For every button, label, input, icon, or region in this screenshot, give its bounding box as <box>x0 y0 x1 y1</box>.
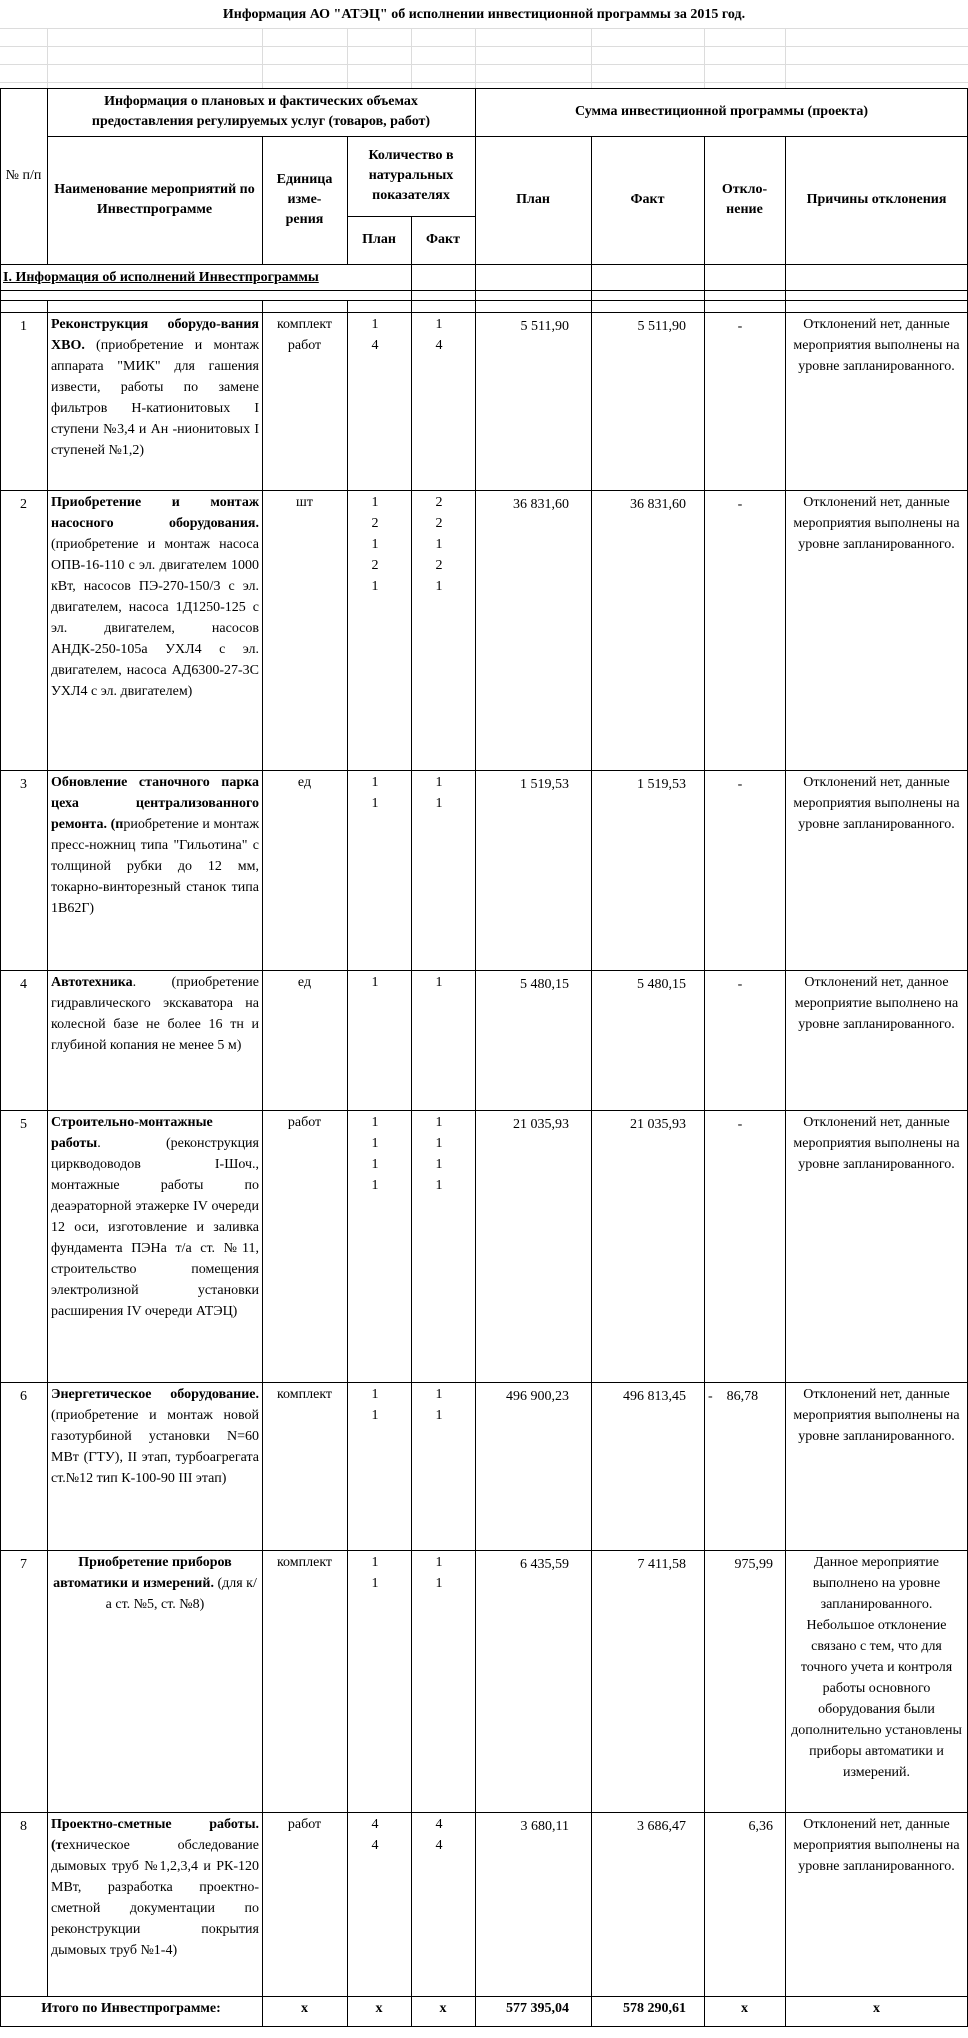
row-plan: 36 831,60 <box>513 497 569 512</box>
grid-line <box>0 1812 968 1813</box>
qty-value: 1 <box>371 975 379 990</box>
row-name-title: Обновление станочного парка цеха централизованного ремонта. (п <box>51 775 259 832</box>
qty-value: 1 <box>371 1408 379 1423</box>
qty-value: 1 <box>435 796 443 811</box>
row-plan: 3 680,11 <box>520 1819 569 1834</box>
row-plan: 21 035,93 <box>513 1117 569 1132</box>
qty-value: 1 <box>435 317 443 332</box>
total-qty-fact: х <box>439 2001 447 2016</box>
qty-value: 2 <box>435 495 443 510</box>
row-qty-plan <box>347 492 411 770</box>
row-qty-plan <box>347 972 411 1110</box>
qty-value: 1 <box>435 1115 443 1130</box>
row-name-title: Приобретение приборов автоматики и измерений. <box>53 1555 232 1591</box>
row-name-details: . (приобретение гидравлического экскаватора на колесной базе не более 16 тн и глубиной копания не менее 5 м) <box>51 975 259 1053</box>
qty-value: 2 <box>371 558 379 573</box>
row-name-title: Проектно-сметные работы. (т <box>51 1817 259 1853</box>
grid-line <box>0 312 968 313</box>
grid-line <box>0 290 968 291</box>
qty-value: 4 <box>371 1838 379 1853</box>
row-fact: 496 813,45 <box>623 1389 686 1404</box>
grid-line <box>785 28 786 88</box>
row-fact: 5 480,15 <box>637 977 686 992</box>
row-plan: 6 435,59 <box>520 1557 569 1572</box>
header-unit: Единица изме-рения <box>276 172 333 227</box>
qty-value: 1 <box>371 796 379 811</box>
qty-value: 1 <box>371 317 379 332</box>
qty-value: 4 <box>435 1817 443 1832</box>
qty-value: 1 <box>435 1408 443 1423</box>
row-qty-fact <box>411 972 475 1110</box>
row-name <box>47 972 262 1110</box>
row-qty-plan <box>347 1112 411 1382</box>
row-fact: 36 831,60 <box>630 497 686 512</box>
row-fact: 5 511,90 <box>637 319 686 334</box>
row-number: 3 <box>20 777 27 792</box>
qty-value: 1 <box>435 1178 443 1193</box>
row-plan: 5 480,15 <box>520 977 569 992</box>
qty-value: 1 <box>371 1136 379 1151</box>
row-name-details: риобретение и монтаж пресс-ножниц типа "Гильотина" с толщиной рубки до 12 мм, токарно-винторезный станок типа 1В62Г) <box>51 817 259 916</box>
grid-line <box>591 28 592 88</box>
row-qty-plan <box>347 1814 411 1996</box>
page-title: Информация АО "АТЭЦ" об исполнении инвестиционной программы за 2015 год. <box>222 7 746 22</box>
grid-line <box>0 490 968 491</box>
grid-line <box>262 28 263 88</box>
header-fact: Факт <box>630 192 665 207</box>
total-deviation: х <box>741 2001 748 2016</box>
qty-value: 1 <box>371 775 379 790</box>
row-name <box>47 1814 262 1996</box>
grid-line <box>0 970 968 971</box>
grid-line <box>0 82 968 83</box>
total-label: Итого по Инвестпрограмме: <box>41 2001 221 2016</box>
grid-line <box>0 28 968 29</box>
row-unit: комплект работ <box>276 317 333 353</box>
row-name-title: Приобретение и монтаж насосного оборудования. <box>51 495 259 531</box>
qty-value: 4 <box>435 1838 443 1853</box>
row-reason: Данное мероприятие выполнено на уровне запланированного. Небольшое отклонение связано с тем, что для точного учета и контроля работы основного оборудования были дополнительно установлены приборы автоматики и измерений. <box>791 1555 962 1780</box>
grid-line <box>0 264 968 265</box>
qty-value: 1 <box>371 1387 379 1402</box>
section-title: I. Информация об исполнений Инвестпрограммы <box>3 270 319 285</box>
grid-line <box>0 64 968 65</box>
row-name <box>47 1384 262 1550</box>
qty-value: 4 <box>435 338 443 353</box>
total-reason: х <box>873 2001 880 2016</box>
qty-value: 1 <box>435 1576 443 1591</box>
grid-line <box>0 1382 968 1383</box>
row-fact: 21 035,93 <box>630 1117 686 1132</box>
row-name-details: . (реконструкция циркводоводов I-Шоч., монтажные работы по деаэраторной этажерке IV очереди 12 оси, изготовление и заливка фундамента ПЭНа т/а ст. №11, строительство помещения электролизной установки расширения IV очереди АТЭЦ) <box>51 1136 259 1319</box>
row-name <box>47 314 262 490</box>
row-name <box>47 772 262 970</box>
qty-value: 4 <box>371 1817 379 1832</box>
total-qty-plan: х <box>375 2001 383 2016</box>
row-unit: комплект <box>276 1555 333 1570</box>
header-group-sum: Сумма инвестиционной программы (проекта) <box>574 104 869 119</box>
row-reason: Отклонений нет, данное мероприятие выполнено на уровне запланированного. <box>794 975 959 1032</box>
qty-value: 1 <box>371 579 379 594</box>
header-qty: Количество в натуральных показателях <box>368 148 454 203</box>
header-qty-plan: План <box>362 232 396 247</box>
row-unit: шт <box>296 495 313 510</box>
row-qty-fact <box>411 772 475 970</box>
qty-value: 1 <box>435 1157 443 1172</box>
grid-line <box>0 300 968 301</box>
row-name-title: Энергетическое оборудование. <box>51 1387 259 1402</box>
row-name <box>47 1112 262 1382</box>
header-deviation: Откло-нение <box>721 182 768 217</box>
row-deviation: - <box>737 977 743 992</box>
row-number: 6 <box>20 1389 27 1404</box>
total-unit: х <box>301 2001 308 2016</box>
grid-line <box>0 2026 968 2027</box>
row-name <box>47 492 262 770</box>
row-qty-fact <box>411 492 475 770</box>
header-name: Наименование мероприятий по Инвестпрограмме <box>54 182 255 217</box>
total-fact: 578 290,61 <box>623 2001 686 2016</box>
qty-value: 4 <box>371 338 379 353</box>
qty-value: 1 <box>371 1555 379 1570</box>
header-plan: План <box>516 192 550 207</box>
row-deviation: - <box>737 777 743 792</box>
qty-value: 1 <box>371 1157 379 1172</box>
row-name-details: (для к/а ст. №5, ст. №8) <box>105 1576 257 1612</box>
row-qty-plan <box>347 314 411 490</box>
qty-value: 1 <box>435 1136 443 1151</box>
row-qty-plan <box>347 1384 411 1550</box>
row-number: 8 <box>20 1819 27 1834</box>
qty-value: 1 <box>435 775 443 790</box>
row-qty-plan <box>347 772 411 970</box>
row-qty-plan <box>347 1552 411 1812</box>
row-unit: комплект <box>276 1387 333 1402</box>
header-num: № п/п <box>5 168 42 183</box>
row-number: 5 <box>20 1117 27 1132</box>
header-group-info: Информация о плановых и фактических объемах предоставления регулируемых услуг (товаров, работ) <box>91 94 431 129</box>
row-reason: Отклонений нет, данные мероприятия выполнены на уровне запланированного. <box>793 1115 960 1172</box>
header-qty-fact: Факт <box>426 232 460 247</box>
row-number: 1 <box>20 319 27 334</box>
row-plan: 1 519,53 <box>520 777 569 792</box>
row-deviation: - <box>737 1117 743 1132</box>
grid-line <box>704 28 705 88</box>
header-reasons: Причины отклонения <box>806 192 947 207</box>
row-plan: 496 900,23 <box>506 1389 569 1404</box>
row-name-details: ехническое обследование дымовых труб №1,2,3,4 и РК-120 МВт, разработка проектно-сметной документации по реконструкции покрытия дымовых труб №1-4) <box>51 1838 259 1958</box>
row-name-details: (приобретение и монтаж аппарата "МИК" для гашения извести, работы по замене фильтров Н-катионитовых I ступени №3,4 и Ан -нионитовых I ступеней №1,2) <box>51 338 259 458</box>
row-deviation: 6,36 <box>748 1819 773 1834</box>
row-name-details: (приобретение и монтаж новой газотурбиной установки N=60 МВт (ГТУ), II этап, турбоагрегата ст.№12 тип К-100-90 III этап) <box>51 1408 259 1486</box>
row-fact: 3 686,47 <box>637 1819 686 1834</box>
row-reason: Отклонений нет, данные мероприятия выполнены на уровне запланированного. <box>793 495 960 552</box>
row-name-title: Строительно-монтажные работы <box>51 1115 213 1151</box>
row-name-title: Реконструкция оборудо-вания ХВО. <box>51 317 259 353</box>
qty-value: 1 <box>435 579 443 594</box>
row-name-title: Автотехника <box>51 975 133 990</box>
row-unit: ед <box>297 775 312 790</box>
row-name-details: (приобретение и монтаж насоса ОПВ-16-110 с эл. двигателем 1000 кВт, насосов ПЭ-270-150/3 с эл. двигателем, насоса 1Д1250-125 с эл. двигателем, насосов АНДК-250-105а УХЛ4 с эл. двигателем, насоса АД6300-27-3С УХЛ4 с эл. двигателем) <box>51 537 259 699</box>
qty-value: 2 <box>435 516 443 531</box>
qty-value: 1 <box>435 975 443 990</box>
row-number: 2 <box>20 497 27 512</box>
row-fact: 7 411,58 <box>637 1557 686 1572</box>
grid-line <box>475 28 476 88</box>
grid-line <box>411 28 412 88</box>
row-unit: работ <box>287 1817 322 1832</box>
row-number: 4 <box>20 977 27 992</box>
row-plan: 5 511,90 <box>520 319 569 334</box>
row-reason: Отклонений нет, данные мероприятия выполнены на уровне запланированного. <box>793 1817 960 1874</box>
total-plan: 577 395,04 <box>506 2001 569 2016</box>
row-unit: работ <box>287 1115 322 1130</box>
grid-line <box>47 28 48 88</box>
grid-line <box>0 46 968 47</box>
grid-line <box>0 770 968 771</box>
qty-value: 1 <box>371 1115 379 1130</box>
row-reason: Отклонений нет, данные мероприятия выполнены на уровне запланированного. <box>793 775 960 832</box>
qty-value: 1 <box>435 1387 443 1402</box>
grid-line <box>0 1550 968 1551</box>
qty-value: 1 <box>435 537 443 552</box>
qty-value: 2 <box>435 558 443 573</box>
row-deviation: 975,99 <box>734 1557 773 1572</box>
qty-value: 2 <box>371 516 379 531</box>
row-deviation: - 86,78 <box>708 1389 759 1404</box>
row-fact: 1 519,53 <box>637 777 686 792</box>
row-qty-fact <box>411 1384 475 1550</box>
row-reason: Отклонений нет, данные мероприятия выполнены на уровне запланированного. <box>793 1387 960 1444</box>
grid-line <box>0 1110 968 1111</box>
row-qty-fact <box>411 1814 475 1996</box>
row-qty-fact <box>411 1112 475 1382</box>
row-qty-fact <box>411 1552 475 1812</box>
row-number: 7 <box>20 1557 27 1572</box>
grid-line <box>347 28 348 88</box>
qty-value: 1 <box>371 495 379 510</box>
qty-value: 1 <box>435 1555 443 1570</box>
qty-value: 1 <box>371 537 379 552</box>
row-reason: Отклонений нет, данные мероприятия выполнены на уровне запланированного. <box>793 317 960 374</box>
row-deviation: - <box>737 497 743 512</box>
row-deviation: - <box>737 319 743 334</box>
qty-value: 1 <box>371 1576 379 1591</box>
qty-value: 1 <box>371 1178 379 1193</box>
row-name <box>47 1552 262 1812</box>
row-unit: ед <box>297 975 312 990</box>
row-qty-fact <box>411 314 475 490</box>
